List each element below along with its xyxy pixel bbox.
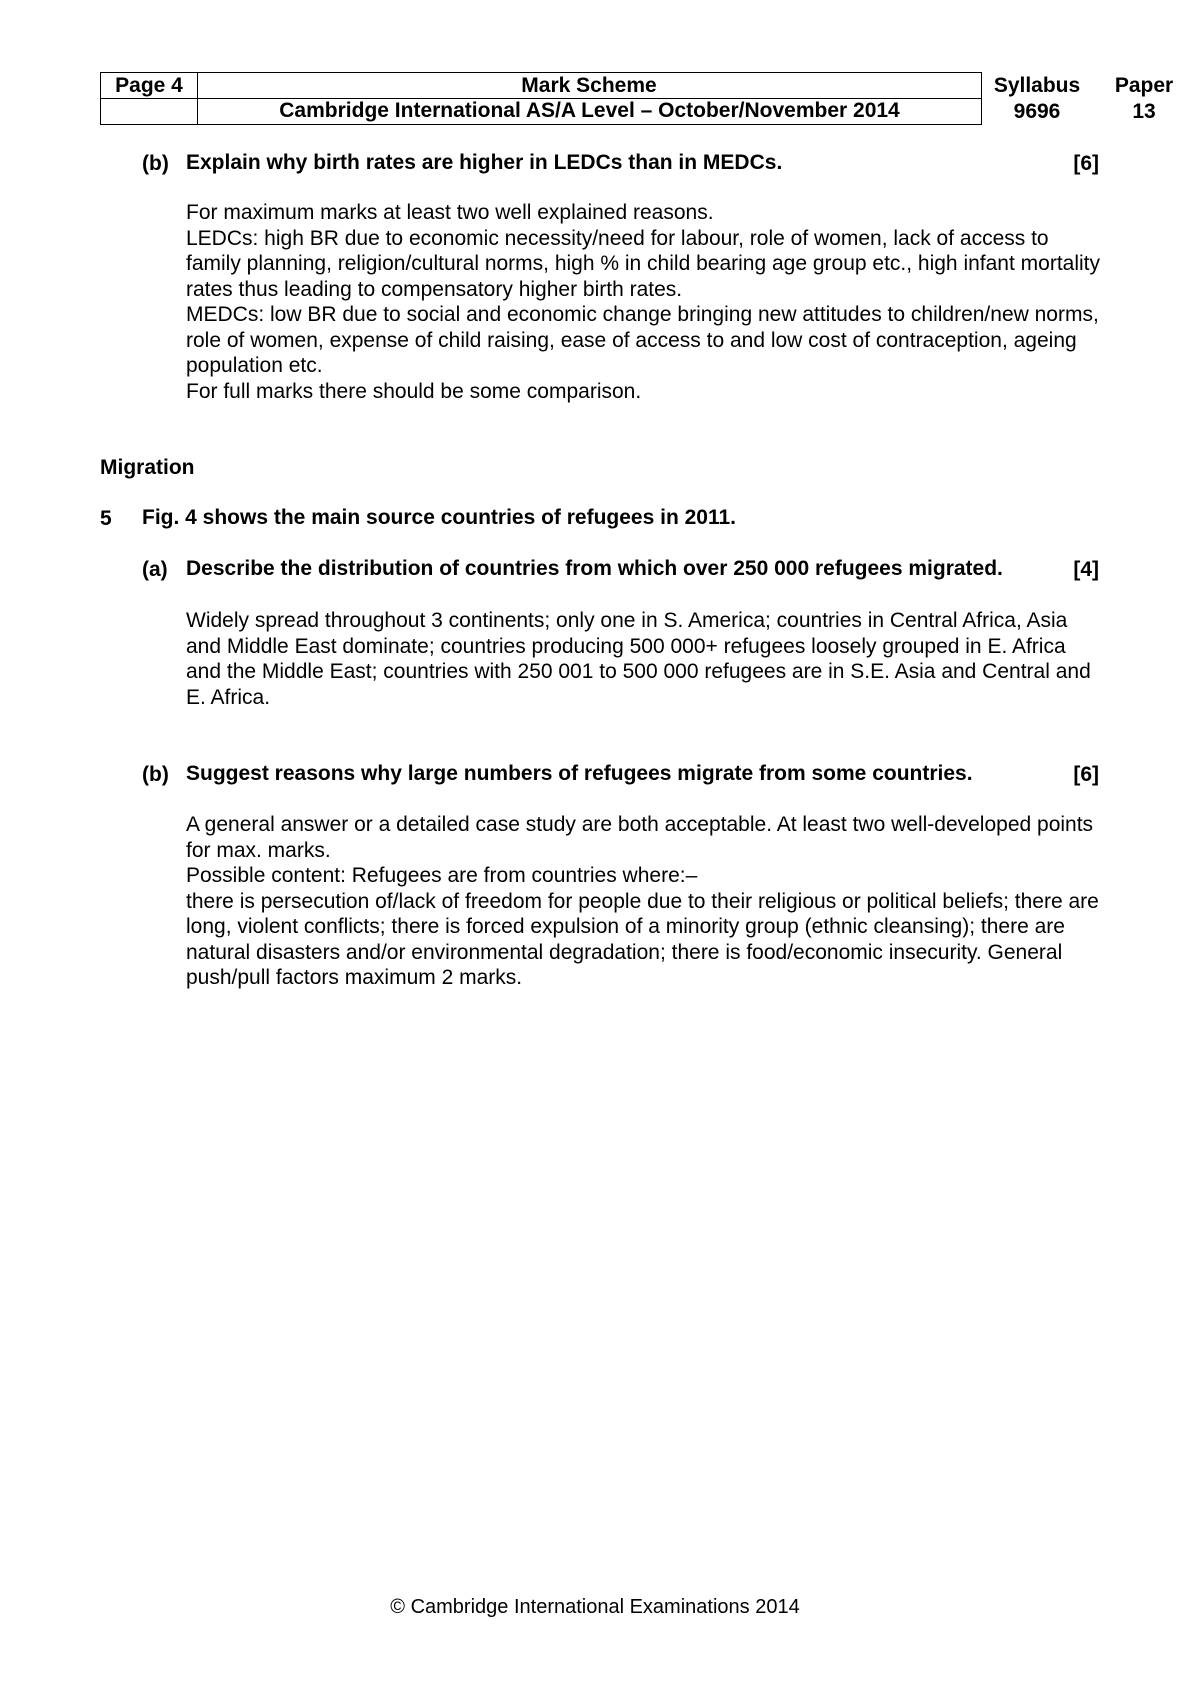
page-number: Page 4 — [100, 72, 198, 99]
q4b-answer — [186, 200, 1106, 404]
q5b-label: (b) — [142, 763, 169, 786]
q5b-answer — [186, 812, 1106, 991]
copyright-footer: © Cambridge International Examinations 2014 — [390, 1596, 800, 1618]
syllabus-value: 9696 — [1013, 99, 1061, 123]
q5a-answer-text: Widely spread throughout 3 continents; only one in S. America; countries in Central Africa, Asia and Middle East dominate; countries producing 500 000+ refugees loosely grouped in E. Africa and the Middle East; countries with 250 001 to 500 000 refugees are in S.E. Asia and Central and E. Africa. — [186, 609, 1091, 709]
q5a-answer — [186, 608, 1106, 710]
q4b-question: Explain why birth rates are higher in LEDCs than in MEDCs. — [186, 151, 783, 174]
q5a-question: Describe the distribution of countries from which over 250 000 refugees migrated. — [186, 557, 1003, 580]
q4b-answer-line: For maximum marks at least two well explained reasons. — [186, 201, 714, 224]
section-heading: Migration — [100, 456, 195, 479]
q5a-label: (a) — [142, 558, 168, 581]
q5-number: 5 — [100, 507, 112, 530]
header-table — [100, 72, 1174, 126]
q5b-answer-line: A general answer or a detailed case study are both acceptable. At least two well-developed points for max. marks. — [186, 813, 1094, 862]
q4b-marks: [6] — [1073, 152, 1099, 175]
header-title: Mark Scheme — [197, 72, 982, 99]
syllabus-label: Syllabus — [993, 73, 1081, 97]
q4b-answer-line: For full marks there should be some comparison. — [186, 379, 642, 403]
paper-label: Paper — [1114, 73, 1174, 97]
q4b-label: (b) — [142, 152, 169, 175]
header-blank-cell — [100, 98, 198, 125]
paper-value: 13 — [1132, 99, 1156, 123]
q5b-answer-line: Possible content: Refugees are from countries where:– — [186, 864, 698, 887]
q5b-answer-line: there is persecution of/lack of freedom for people due to their religious or political beliefs; there are long, violent conflicts; there is forced expulsion of a minority group (ethnic cleansing); there are natural disasters and/or environmental degradation; there is food/economic insecurity. General push/pull factors maximum 2 marks. — [186, 889, 1099, 989]
q4b-answer-line: MEDCs: low BR due to social and economic change bringing new attitudes to children/new norms, role of women, expense of child raising, ease of access to and low cost of contraception, ageing population etc. — [186, 303, 1099, 377]
q5b-question: Suggest reasons why large numbers of refugees migrate from some countries. — [186, 762, 973, 785]
header-subtitle: Cambridge International AS/A Level – October/November 2014 — [197, 98, 982, 125]
q4b-answer-line: LEDCs: high BR due to economic necessity/need for labour, role of women, lack of access to family planning, religion/cultural norms, high % in child bearing age group etc., high infant mortality rates thus leading to compensatory higher birth rates. — [186, 226, 1100, 301]
q5-stem: Fig. 4 shows the main source countries of refugees in 2011. — [142, 506, 737, 529]
q5b-marks: [6] — [1073, 763, 1099, 786]
q5a-marks: [4] — [1073, 558, 1099, 581]
